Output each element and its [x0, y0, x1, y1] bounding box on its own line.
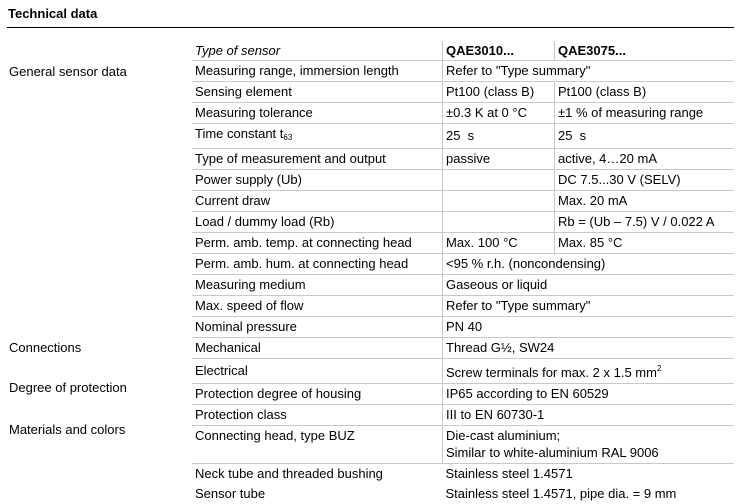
row-value-a-empty — [443, 170, 555, 191]
row-value-b: Max. 20 mA — [555, 191, 735, 212]
row-value: Stainless steel 1.4571 — [445, 466, 573, 481]
row-label — [192, 124, 443, 149]
spec-table — [192, 41, 734, 504]
table-row — [192, 275, 734, 296]
row-value: Gaseous or liquid — [443, 275, 735, 296]
row-value-b: Max. 85 °C — [555, 233, 735, 254]
row-value: Refer to "Type summary" — [443, 61, 735, 82]
page-title: Technical data — [8, 6, 98, 21]
row-value: PN 40 — [443, 317, 735, 338]
row-label: Sensor tube — [195, 486, 266, 501]
row-label: Measuring tolerance — [192, 103, 443, 124]
row-label: Load / dummy load (Rb) — [192, 212, 443, 233]
row-label: Sensing element — [192, 82, 443, 103]
row-value — [443, 426, 735, 464]
row-label: Protection degree of housing — [192, 384, 443, 405]
electrical-value: Screw terminals for max. 2 x 1.5 mm — [446, 365, 657, 380]
row-value-a-empty — [443, 212, 555, 233]
row-value-b: ±1 % of measuring range — [555, 103, 735, 124]
row-value: <95 % r.h. (noncondensing) — [443, 254, 735, 275]
table-row — [192, 233, 734, 254]
table-row — [192, 405, 734, 426]
table-row — [192, 317, 734, 338]
head-value-line-2: Similar to white-aluminium RAL 9006 — [446, 445, 659, 460]
row-label: Power supply (Ub) — [192, 170, 443, 191]
row-label: Mechanical — [192, 338, 443, 359]
row-value-b: active, 4…20 mA — [555, 149, 735, 170]
row-value-a: 25 s — [443, 124, 555, 149]
row-label: Connecting head, type BUZ — [192, 426, 443, 464]
row-value-a: Max. 100 °C — [443, 233, 555, 254]
row-value-a: passive — [443, 149, 555, 170]
table-row — [192, 82, 734, 103]
row-label: Neck tube and threaded bushing — [195, 466, 383, 481]
table-row — [192, 170, 734, 191]
table-row — [192, 149, 734, 170]
table-row — [192, 61, 734, 82]
section-label-protection: Degree of protection — [9, 380, 127, 395]
table-row — [192, 359, 734, 384]
header-col-a: QAE3010... — [443, 41, 555, 61]
row-value-a: Pt100 (class B) — [443, 82, 555, 103]
row-label: Max. speed of flow — [192, 296, 443, 317]
row-value — [443, 359, 735, 384]
time-constant-label: Time constant t — [195, 126, 284, 141]
electrical-superscript: 2 — [656, 364, 662, 373]
header-label: Type of sensor — [192, 41, 443, 61]
row-value-b: DC 7.5...30 V (SELV) — [555, 170, 735, 191]
head-value-line-1: Die-cast aluminium; — [446, 428, 561, 443]
row-value-b: Pt100 (class B) — [555, 82, 735, 103]
table-row — [192, 124, 734, 149]
row-value-a: ±0.3 K at 0 °C — [443, 103, 555, 124]
row-value-b: 25 s — [555, 124, 735, 149]
row-value-a-empty — [443, 191, 555, 212]
row-label: Nominal pressure — [192, 317, 443, 338]
row-label: Perm. amb. hum. at connecting head — [192, 254, 443, 275]
table-row — [192, 296, 734, 317]
table-row — [192, 384, 734, 405]
section-label-general: General sensor data — [9, 64, 127, 79]
table-row — [192, 484, 734, 504]
table-row — [192, 426, 734, 464]
row-value: III to EN 60730-1 — [443, 405, 735, 426]
row-label: Perm. amb. temp. at connecting head — [192, 233, 443, 254]
row-value-b: Rb = (Ub – 7.5) V / 0.022 A — [555, 212, 735, 233]
row-value: Stainless steel 1.4571, pipe dia. = 9 mm — [445, 486, 677, 501]
table-row — [192, 254, 734, 275]
time-constant-subscript: 63 — [283, 133, 293, 142]
section-label-materials: Materials and colors — [9, 422, 126, 437]
row-value: IP65 according to EN 60529 — [443, 384, 735, 405]
table-row — [192, 212, 734, 233]
section-label-connections: Connections — [9, 340, 82, 355]
row-label: Type of measurement and output — [192, 149, 443, 170]
row-label: Measuring range, immersion length — [192, 61, 443, 82]
table-row — [192, 191, 734, 212]
row-label: Electrical — [192, 359, 443, 384]
row-value: Refer to "Type summary" — [443, 296, 735, 317]
table-row — [192, 464, 734, 485]
row-label: Measuring medium — [192, 275, 443, 296]
table-row — [192, 103, 734, 124]
table-header-row — [192, 41, 734, 61]
title-divider — [7, 27, 734, 28]
header-col-b: QAE3075... — [555, 41, 735, 61]
row-label: Current draw — [192, 191, 443, 212]
row-value: Thread G½, SW24 — [443, 338, 735, 359]
table-row — [192, 338, 734, 359]
row-label: Protection class — [192, 405, 443, 426]
